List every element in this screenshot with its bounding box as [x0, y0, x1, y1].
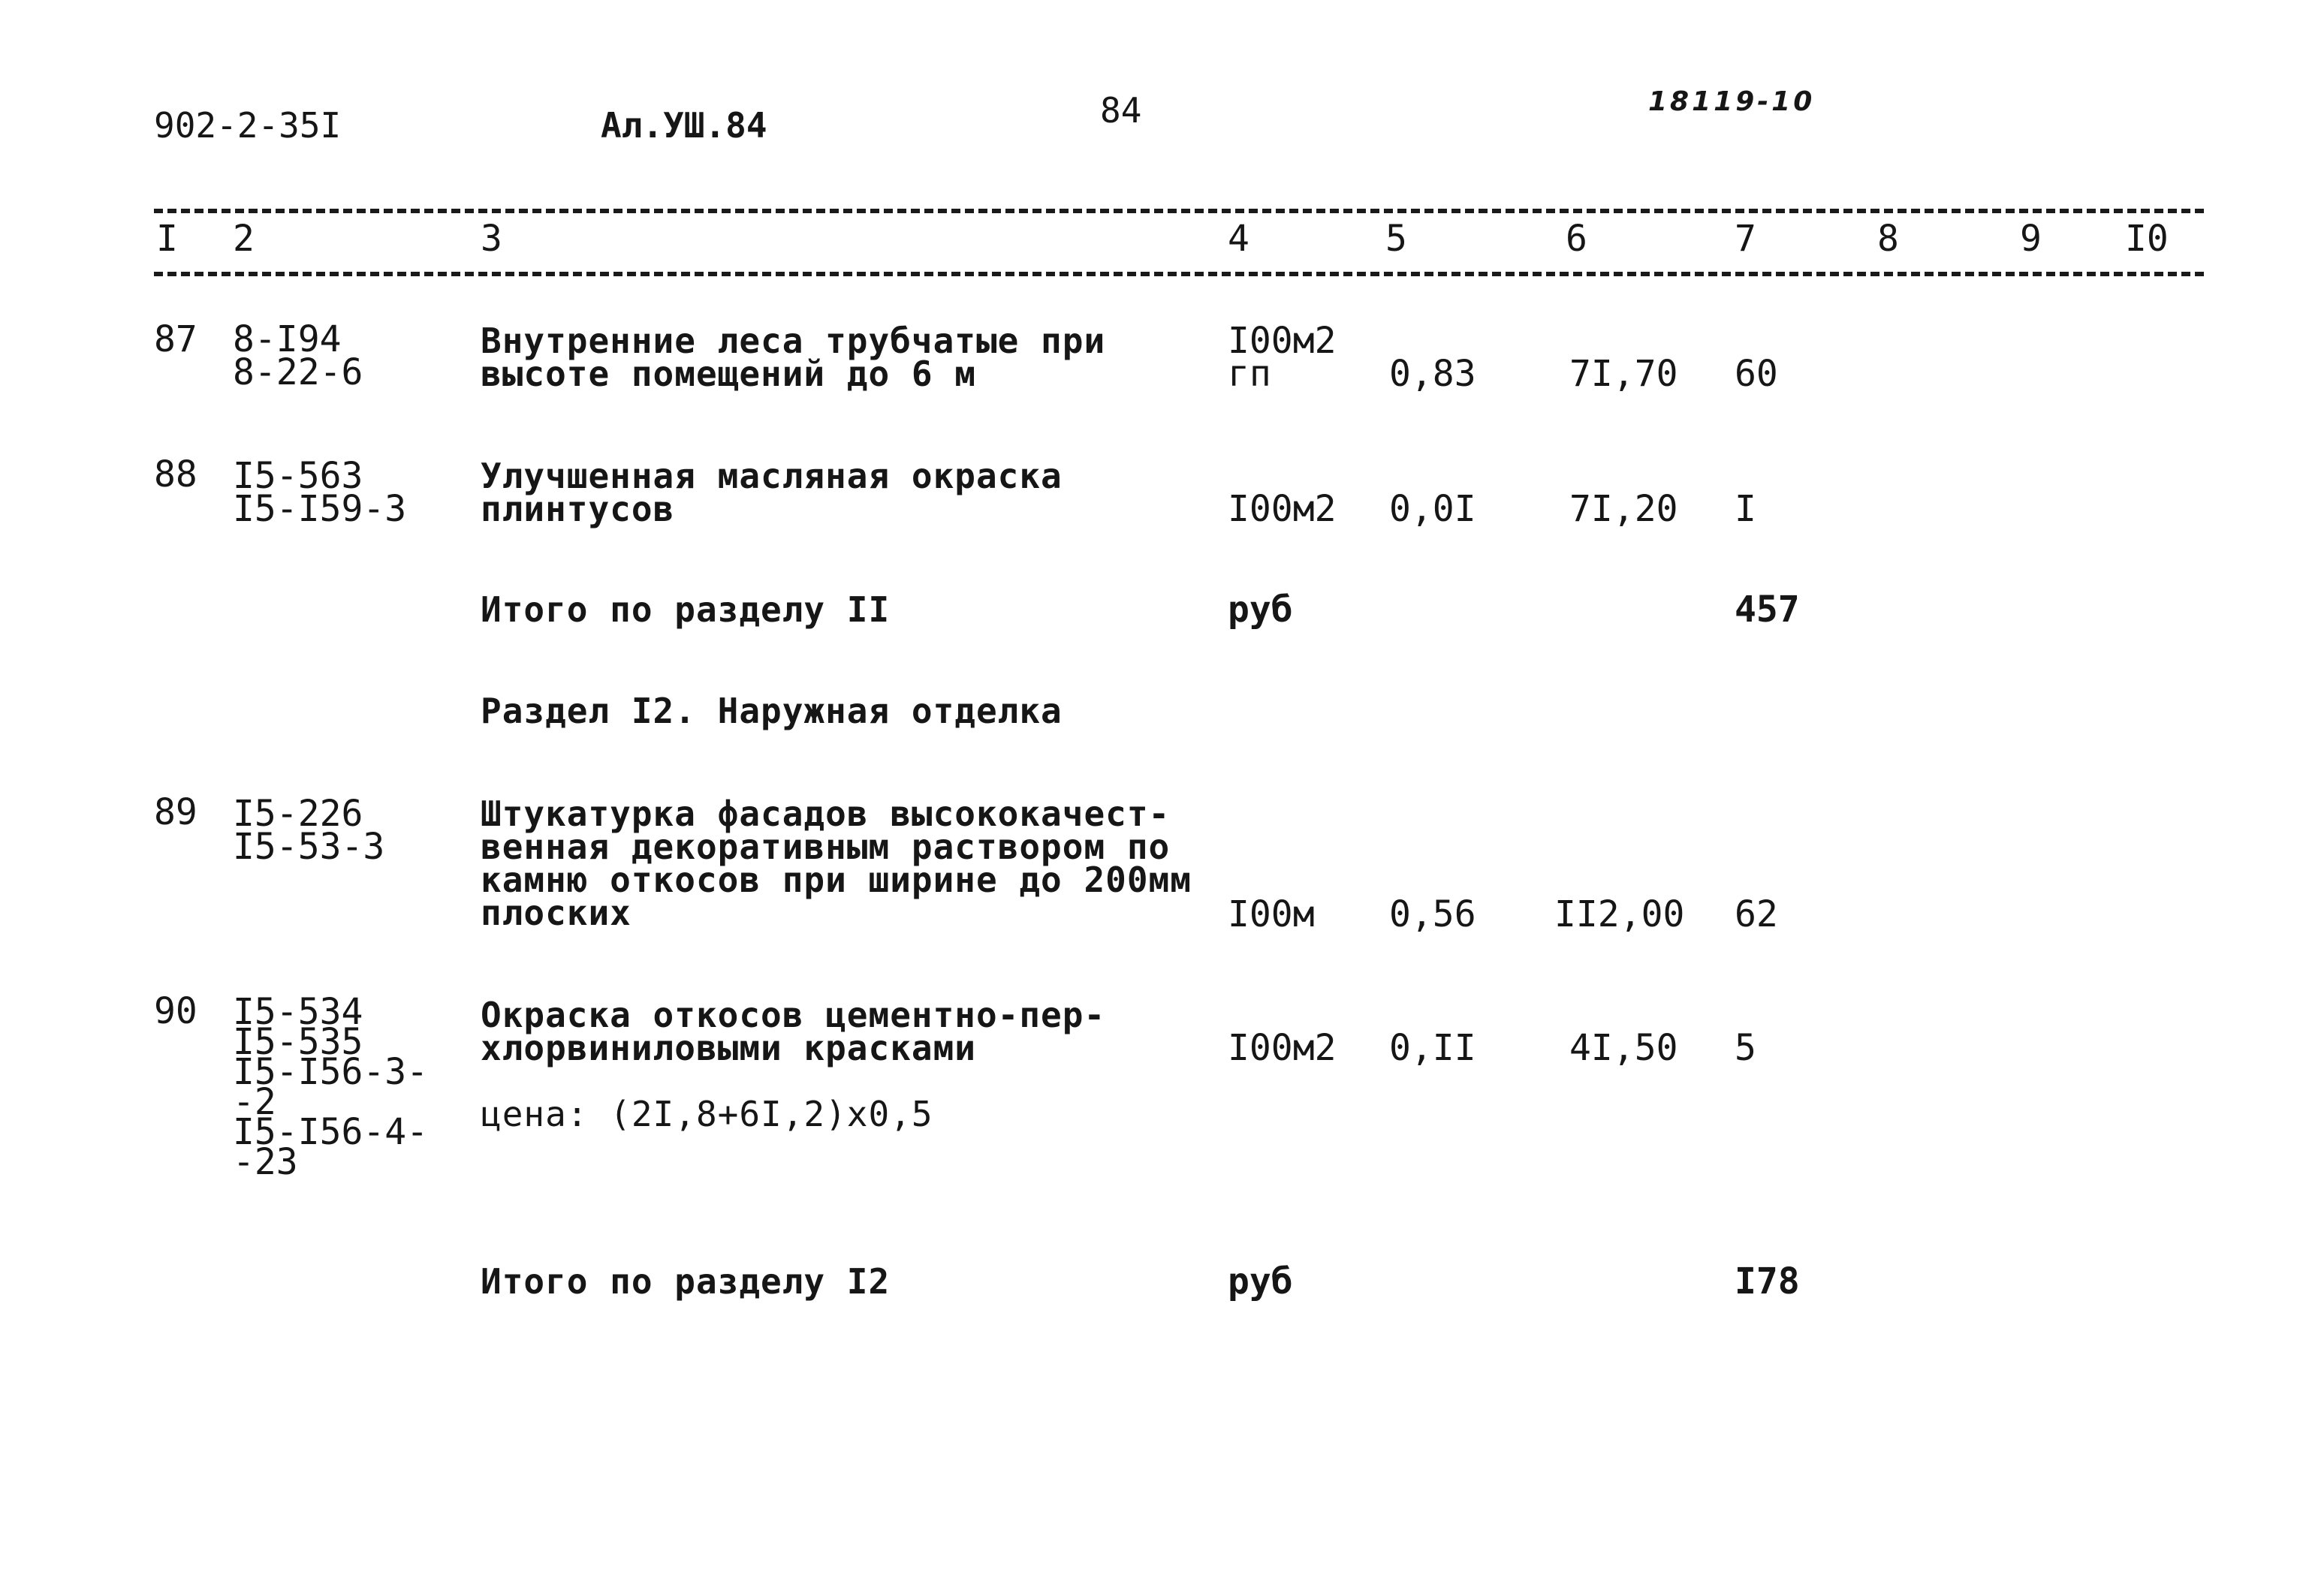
unit: I00м2	[1228, 488, 1337, 530]
norm-codes: I5-534 I5-535 I5-I56-3- -2 I5-I56-4- -23	[233, 991, 429, 1183]
quantity: 0,II	[1389, 1027, 1476, 1069]
row-number: 88	[154, 453, 197, 495]
work-description: Улучшенная масляная окраска плинтусов	[481, 456, 1063, 529]
col-num-2: 2	[233, 218, 255, 260]
col-num-4: 4	[1228, 218, 1249, 260]
subtotal-unit: руб	[1228, 1260, 1293, 1302]
unit-price: II2,00	[1554, 893, 1685, 935]
page-number: 84	[1100, 90, 1142, 131]
price-note: цена: (2I,8+6I,2)х0,5	[481, 1094, 933, 1134]
unit-price: 4I,50	[1569, 1027, 1678, 1069]
col-num-8: 8	[1877, 218, 1899, 260]
col-num-3: 3	[481, 218, 502, 260]
album-sheet: Ал.УШ.84	[601, 105, 767, 146]
work-description: Штукатурка фасадов высококачест- венная декоративным раствором по камню откосов при ширине до 200мм плоских	[481, 793, 1192, 933]
row-number: 87	[154, 318, 197, 360]
norm-codes: 8-I94 8-22-6	[233, 318, 363, 393]
row-number: 90	[154, 990, 197, 1032]
subtotal-total: 457	[1735, 589, 1800, 631]
quantity: 0,56	[1389, 893, 1476, 935]
col-num-1: I	[156, 218, 178, 260]
project-code: 902-2-35I	[154, 105, 342, 146]
archive-stamp: 18119-10	[1648, 86, 1816, 117]
subtotal-label: Итого по разделу II	[481, 589, 891, 630]
header-rule-top	[154, 209, 2204, 213]
subtotal-unit: руб	[1228, 589, 1293, 631]
norm-codes: I5-226 I5-53-3	[233, 793, 385, 868]
work-description: Внутренние леса трубчатые при высоте помещений до 6 м	[481, 321, 1106, 394]
total-cost: 60	[1735, 353, 1778, 395]
col-num-7: 7	[1735, 218, 1756, 260]
header-rule-bottom	[154, 272, 2204, 276]
row-number: 89	[154, 791, 197, 833]
col-num-9: 9	[2020, 218, 2042, 260]
total-cost: 62	[1735, 893, 1778, 935]
norm-codes: I5-563 I5-I59-3	[233, 455, 407, 530]
subtotal-label: Итого по разделу I2	[481, 1261, 891, 1302]
unit-price: 7I,70	[1569, 353, 1678, 395]
total-cost: I	[1735, 488, 1756, 530]
quantity: 0,0I	[1389, 488, 1476, 530]
col-num-10: I0	[2125, 218, 2169, 260]
section-title: Раздел I2. Наружная отделка	[481, 691, 1063, 731]
total-cost: 5	[1735, 1027, 1756, 1069]
unit: I00м	[1228, 893, 1315, 935]
unit: I00м2 гп	[1228, 320, 1337, 395]
subtotal-total: I78	[1735, 1260, 1800, 1302]
work-description: Окраска откосов цементно-пер- хлорвиниловыми красками	[481, 995, 1106, 1068]
col-num-5: 5	[1385, 218, 1407, 260]
unit-price: 7I,20	[1569, 488, 1678, 530]
unit: I00м2	[1228, 1027, 1337, 1069]
quantity: 0,83	[1389, 353, 1476, 395]
col-num-6: 6	[1566, 218, 1587, 260]
